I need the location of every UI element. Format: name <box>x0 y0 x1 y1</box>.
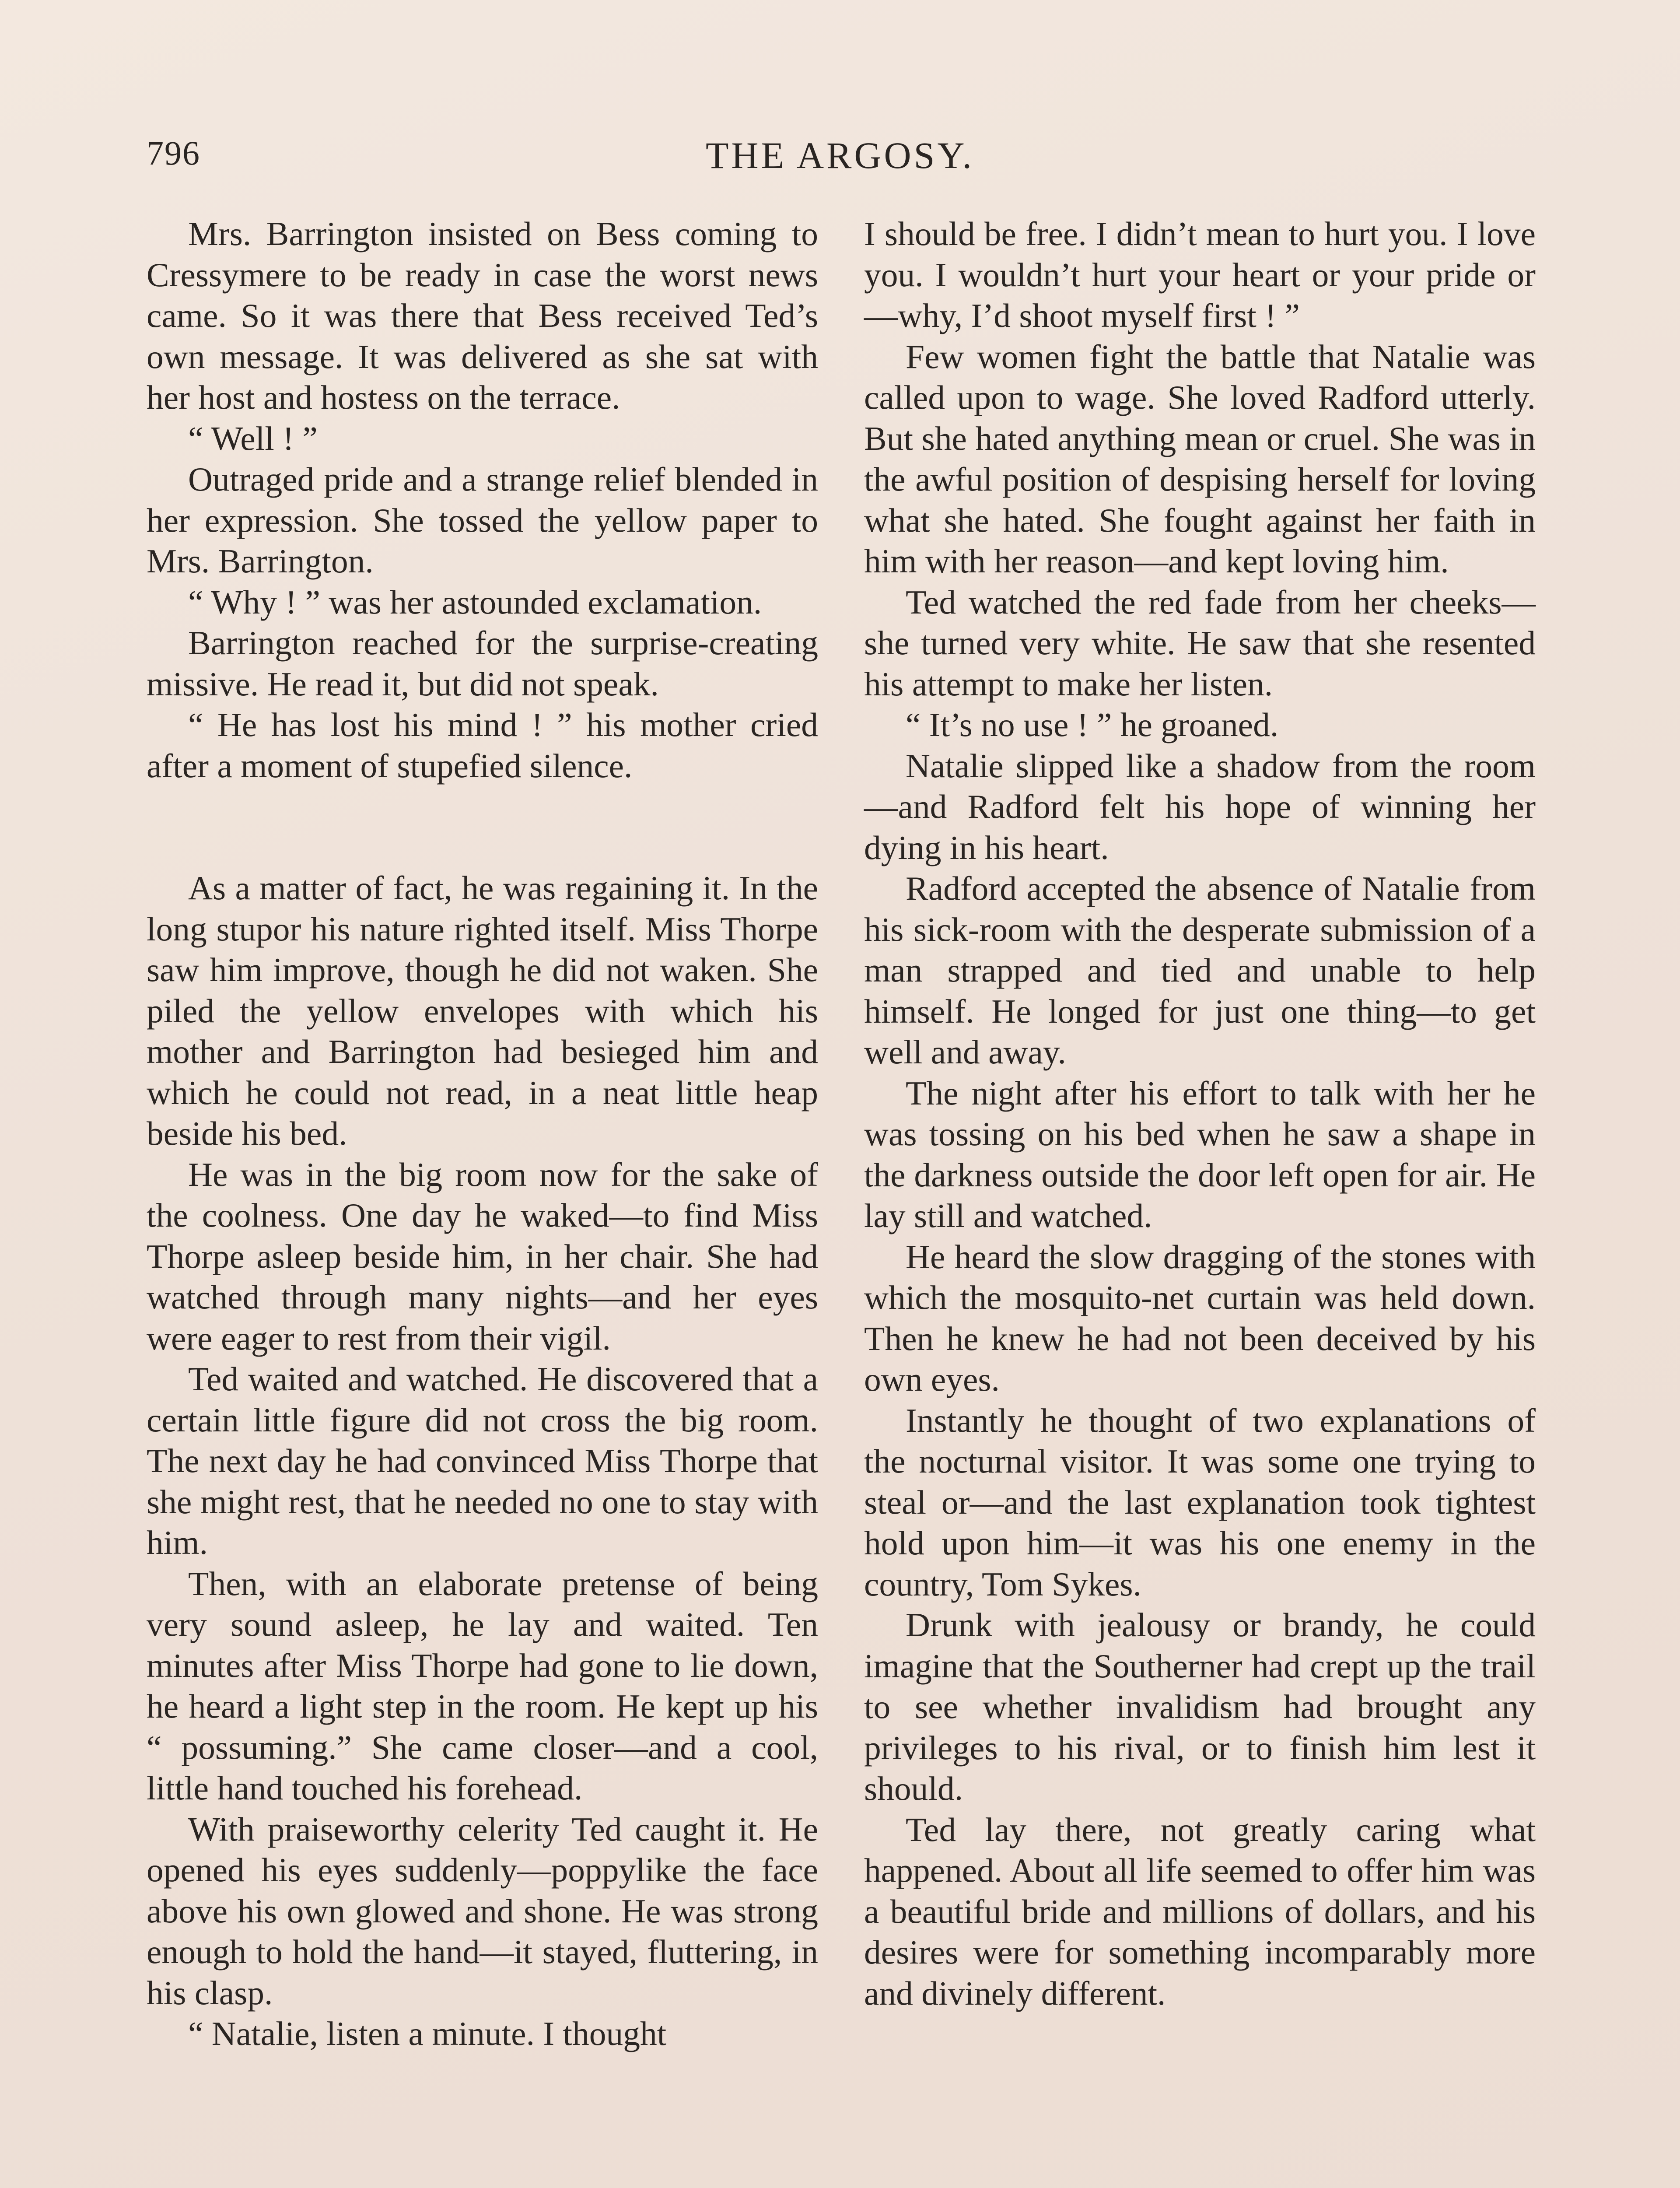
paragraph: “ Natalie, listen a minute. I thought <box>188 2015 667 2052</box>
page-header <box>0 133 1680 182</box>
paragraph: Few women fight the battle that Natalie was called upon to wage. She loved Radford utterly. But she hated anything mean or cruel. She was in the awful position of despising herself for loving what she hated. She fought against her faith in him with her reason—and kept loving him. <box>864 337 1536 580</box>
paragraph: With praiseworthy celerity Ted caught it. He opened his eyes suddenly—poppylike the face above his own glowed and shone. He was strong enough to hold the hand—it stayed, fluttering, in his clasp. <box>147 1810 818 2012</box>
section-break <box>147 786 818 868</box>
page-number: 796 <box>147 134 200 172</box>
paragraph: As a matter of fact, he was regaining it. In the long stupor his nature righted itself. Miss Thorpe saw him improve, though he did not waken. She piled the yellow envelopes with which his mother and Barrington had besieged him and which he could not read, in a neat little heap beside his bed. <box>147 869 818 1152</box>
paragraph: Mrs. Barrington insisted on Bess coming to Cressymere to be ready in case the worst news came. So it was there that Bess received Ted’s own message. It was delivered as she sat with her host and hostess on the terrace. <box>147 215 818 416</box>
paragraph: “ Well ! ” <box>188 419 318 457</box>
paragraph: Natalie slipped like a shadow from the room—and Radford felt his hope of winning her dying in his heart. <box>864 747 1536 866</box>
paragraph: “ Why ! ” was her astounded exclamation. <box>188 583 762 621</box>
running-head: THE ARGOSY. <box>706 134 974 176</box>
paragraph: I should be free. I didn’t mean to hurt you. I love you. I wouldn’t hurt your heart or your pride or—why, I’d shoot myself first ! ” <box>864 215 1536 334</box>
paragraph: Ted waited and watched. He discovered that a certain little figure did not cross the big room. The next day he had convinced Miss Thorpe that she might rest, that he needed no one to stay with him. <box>147 1360 818 1561</box>
right-column <box>864 214 1536 2014</box>
paragraph: He heard the slow dragging of the stones with which the mosquito-net curtain was held down. Then he knew he had not been deceived by his own eyes. <box>864 1238 1536 1398</box>
paragraph: “ It’s no use ! ” he groaned. <box>906 706 1279 743</box>
left-column <box>147 214 818 2055</box>
paragraph: The night after his effort to talk with her he was tossing on his bed when he saw a shape in the darkness outside the door left open for air. He lay still and watched. <box>864 1074 1536 1234</box>
paragraph: Ted lay there, not greatly caring what happened. About all life seemed to offer him was a beautiful bride and millions of dollars, and his desires were for something incomparably more and divinely different. <box>864 1810 1536 2012</box>
paragraph: Then, with an elaborate pretense of being very sound asleep, he lay and waited. Ten minutes after Miss Thorpe had gone to lie down, he heard a light step in the room. He kept up his “ possuming.” She came closer—and a cool, little hand touched his forehead. <box>147 1564 818 1807</box>
paragraph: Ted watched the red fade from her cheeks—she turned very white. He saw that she resented his attempt to make her listen. <box>864 583 1536 703</box>
paragraph: Outraged pride and a strange relief blended in her expression. She tossed the yellow paper to Mrs. Barrington. <box>147 460 818 580</box>
paragraph: Drunk with jealousy or brandy, he could imagine that the Southerner had crept up the trail to see whether invalidism had brought any privileges to his rival, or to finish him lest it should. <box>864 1606 1536 1807</box>
paragraph: Barrington reached for the surprise-creating missive. He read it, but did not speak. <box>147 624 818 703</box>
paragraph: “ He has lost his mind ! ” his mother cried after a moment of stupefied silence. <box>147 706 818 785</box>
paragraph: Radford accepted the absence of Natalie from his sick-room with the desperate submission of a man strapped and tied and unable to help himself. He longed for just one thing—to get well and away. <box>864 870 1536 1071</box>
paragraph: Instantly he thought of two explanations of the nocturnal visitor. It was some one trying to steal or—and the last explanation took tightest hold upon him—it was his one enemy in the country, Tom Sykes. <box>864 1401 1536 1603</box>
paragraph: He was in the big room now for the sake of the coolness. One day he waked—to find Miss Thorpe asleep beside him, in her chair. She had watched through many nights—and her eyes were eager to rest from their vigil. <box>147 1155 818 1357</box>
